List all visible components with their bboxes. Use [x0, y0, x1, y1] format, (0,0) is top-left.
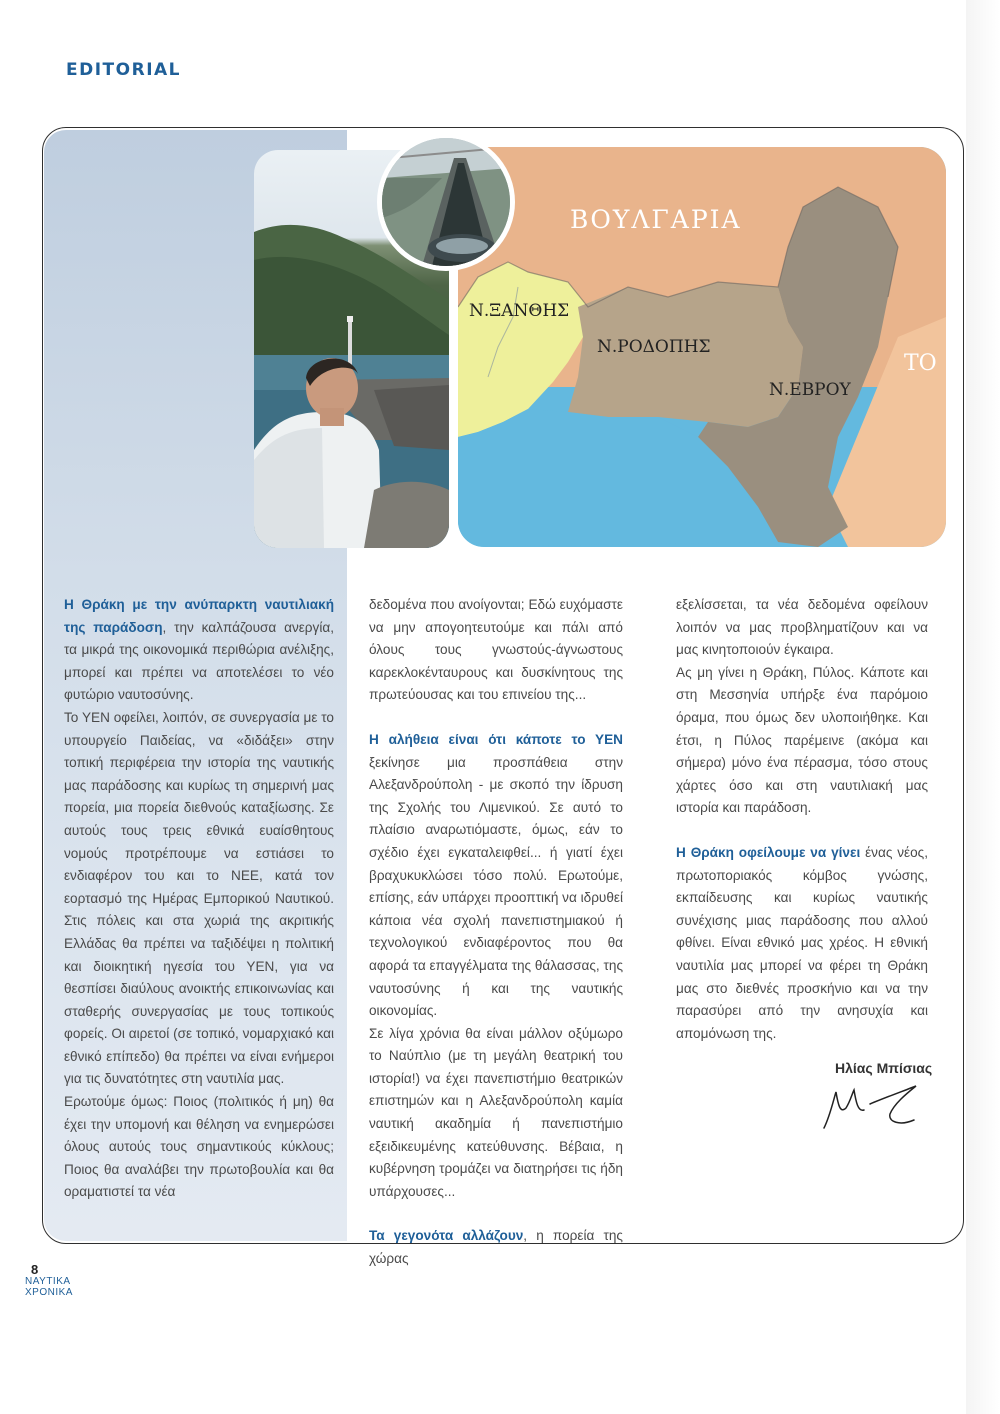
magazine-title-line-1: ΝΑΥΤΙΚΑ: [25, 1276, 71, 1287]
magazine-title: [25, 1276, 73, 1298]
col3-lead: Η Θράκη οφείλουμε να γίνει: [676, 844, 861, 860]
col1-paragraph-3: Ερωτούμε όμως: Ποιος (πολιτικός ή μη) θα έχει την υπομονή και θέληση να ενημερώσει όλους αυτούς τους σημαντικούς κύκλους; Ποιος θα αναλάβει την πρωτοβουλία και θα οραματιστεί τα νέα: [64, 1094, 334, 1200]
article-column-2: [369, 594, 623, 1271]
pipeline-circle-photo: [377, 133, 515, 271]
col2-paragraph-2: [369, 729, 623, 1023]
col3-p3-text: ένας νέος, πρωτοποριακός κόμβος γνώσης, εκπαίδευσης και κυρίως ναυτικής συνέχισης μιας παράδοσης που αλλού φθίνει. Είναι εθνικό μας χρέος. Η εθνική ναυτιλία μας μπορεί να φέρει τη Θράκη μας στο διεθνές προσκήνιο και να την παρασύρει από την ανησυχία και απομόνωση της.: [676, 844, 928, 1041]
page-number: 8: [31, 1262, 39, 1277]
map-label-xanthi: Ν.ΞΑΝΘΗΣ: [469, 301, 570, 321]
magazine-title-line-2: ΧΡΟΝΙΚΑ: [25, 1287, 73, 1298]
col2-lead: Η αλήθεια είναι ότι κάποτε το ΥΕΝ: [369, 731, 623, 747]
col1-paragraph-1: [64, 594, 334, 707]
col2-lead-2: Τα γεγονότα αλλάζουν: [369, 1228, 524, 1244]
thrace-map: [458, 147, 946, 547]
page-edge: [966, 0, 1000, 1414]
pipeline-illustration: [382, 138, 510, 266]
col1-lead: Η Θράκη με την ανύπαρκτη ναυτιλιακή της παράδοση: [64, 597, 334, 635]
col1-p1-text: , την καλπάζουσα ανεργία, τα μικρά της οικονομικά περιθώρια ανέλιξης, μπορεί και πρέπει να αποτελέσει το νέο φυτώριο ναυτοσύνης.: [64, 619, 334, 703]
map-label-bulgaria: ΒΟΥΛΓΑΡΙΑ: [570, 205, 742, 234]
col2-paragraph-4: [369, 1225, 623, 1270]
col2-paragraph-1: δεδομένα που ανοίγονται; Εδώ ευχόμαστε να μην απογοητευτούμε και πάλι από όλους τους γνωστούς-άγνωστους καρεκλοκένταυρους και δυσκίνητους της πρωτεύουσας και του επινείου της...: [369, 597, 623, 703]
col2-p4-text: , η πορεία της χώρας: [369, 1228, 623, 1267]
col2-p2-text: ξεκίνησε μια προσπάθεια στην Αλεξανδρούπολη - με σκοπό την ίδρυση της Σχολής του Λιμενικού. Σε αυτό το πλαίσιο αναρωτιόμαστε, όμως, εάν το σχέδιο έχει εγκαταλειφθεί... ή γιατί έχει βραχυκυκλώσει τόσο πολύ. Ερωτούμε, επίσης, εάν υπάρχει προοπτική να ιδρυθεί κάποια νέα σχολή πανεπιστημιακού ή τεχνολογικού ενδιαφέροντος που θα αφορά τα επαγγέλματα της θάλασσας, της ναυτοσύνης ή και της ναυτικής οικονομίας.: [369, 754, 623, 1019]
col3-paragraph-2: Ας μη γίνει η Θράκη, Πύλος. Κάποτε και στη Μεσσηνία υπήρξε ένα παρόμοιο όραμα, που όμως δεν υλοποιήθηκε. Και έτσι, η Πύλος παρέμεινε (ακόμα και σήμερα) μόνο ένα πέρασμα, τόσο στους χάρτες όσο και στη ναυτιλιακή μας ιστορία και παράδοση.: [676, 664, 928, 816]
map-label-evros: Ν.ΕΒΡΟΥ: [769, 380, 851, 400]
section-label: EDITORIAL: [66, 60, 182, 80]
map-label-turkey-partial: ΤΟ: [904, 351, 937, 376]
col2-paragraph-3: Σε λίγα χρόνια θα είναι μάλλον οξύμωρο το Ναύπλιο (με τη μεγάλη θεατρική του ιστορία!) να έχει πανεπιστήμιο θεατρικών επιστημών και η Αλεξανδρούπολη καμία ναυτική ακαδημία ή πανεπιστήμιο εξειδικευμένης κατεύθυνσης. Βέβαια, η κυβέρνηση τρομάζει να διατηρήσει τις ήδη υπάρχουσες...: [369, 1025, 623, 1199]
col1-paragraph-2: Το ΥΕΝ οφείλει, λοιπόν, σε συνεργασία με το υπουργείο Παιδείας, να «διδάξει» στην τοπική περιφέρεια την ιστορία της ναυτικής μας παράδοσης και κυρίως τη σημερινή μας πορεία, μια πορεία διεθνούς καταξίωσης. Σε αυτούς τους τρεις εθνικά ευαίσθητους νομούς προτρέπουμε να εστιάσει το ενδιαφέρον του και το ΝΕΕ, κατά τον εορτασμό της Ημέρας Εμπορικού Ναυτικού. Στις πόλεις και στα χωριά της ακριτικής Ελλάδας θα πρέπει να ταξιδέψει η πολιτική και διοικητική ηγεσία του ΥΕΝ, για να θεσπίσει διαύλους ανοικτής επικοινωνίας και σταθερής συνεργασίας με τους τοπικούς φορείς. Οι αιρετοί (σε τοπικό, νομαρχιακό και εθνικό επίπεδο) θα πρέπει να είναι ενήμεροι για τις δυνατότητες στη ναυτιλία μας.: [64, 709, 334, 1087]
col3-paragraph-3: [676, 842, 928, 1045]
author-name: Ηλίας Μπίσιας: [835, 1060, 933, 1076]
col3-paragraph-1: εξελίσσεται, τα νέα δεδομένα οφείλουν λοιπόν να μας προβληματίζουν και να μας κινητοποιούν έγκαιρα.: [676, 597, 928, 658]
map-label-rodopi: Ν.ΡΟΔΟΠΗΣ: [597, 337, 711, 357]
article-column-1: [64, 594, 334, 1204]
handwritten-signature: [820, 1080, 930, 1140]
article-column-3: [676, 594, 928, 1045]
